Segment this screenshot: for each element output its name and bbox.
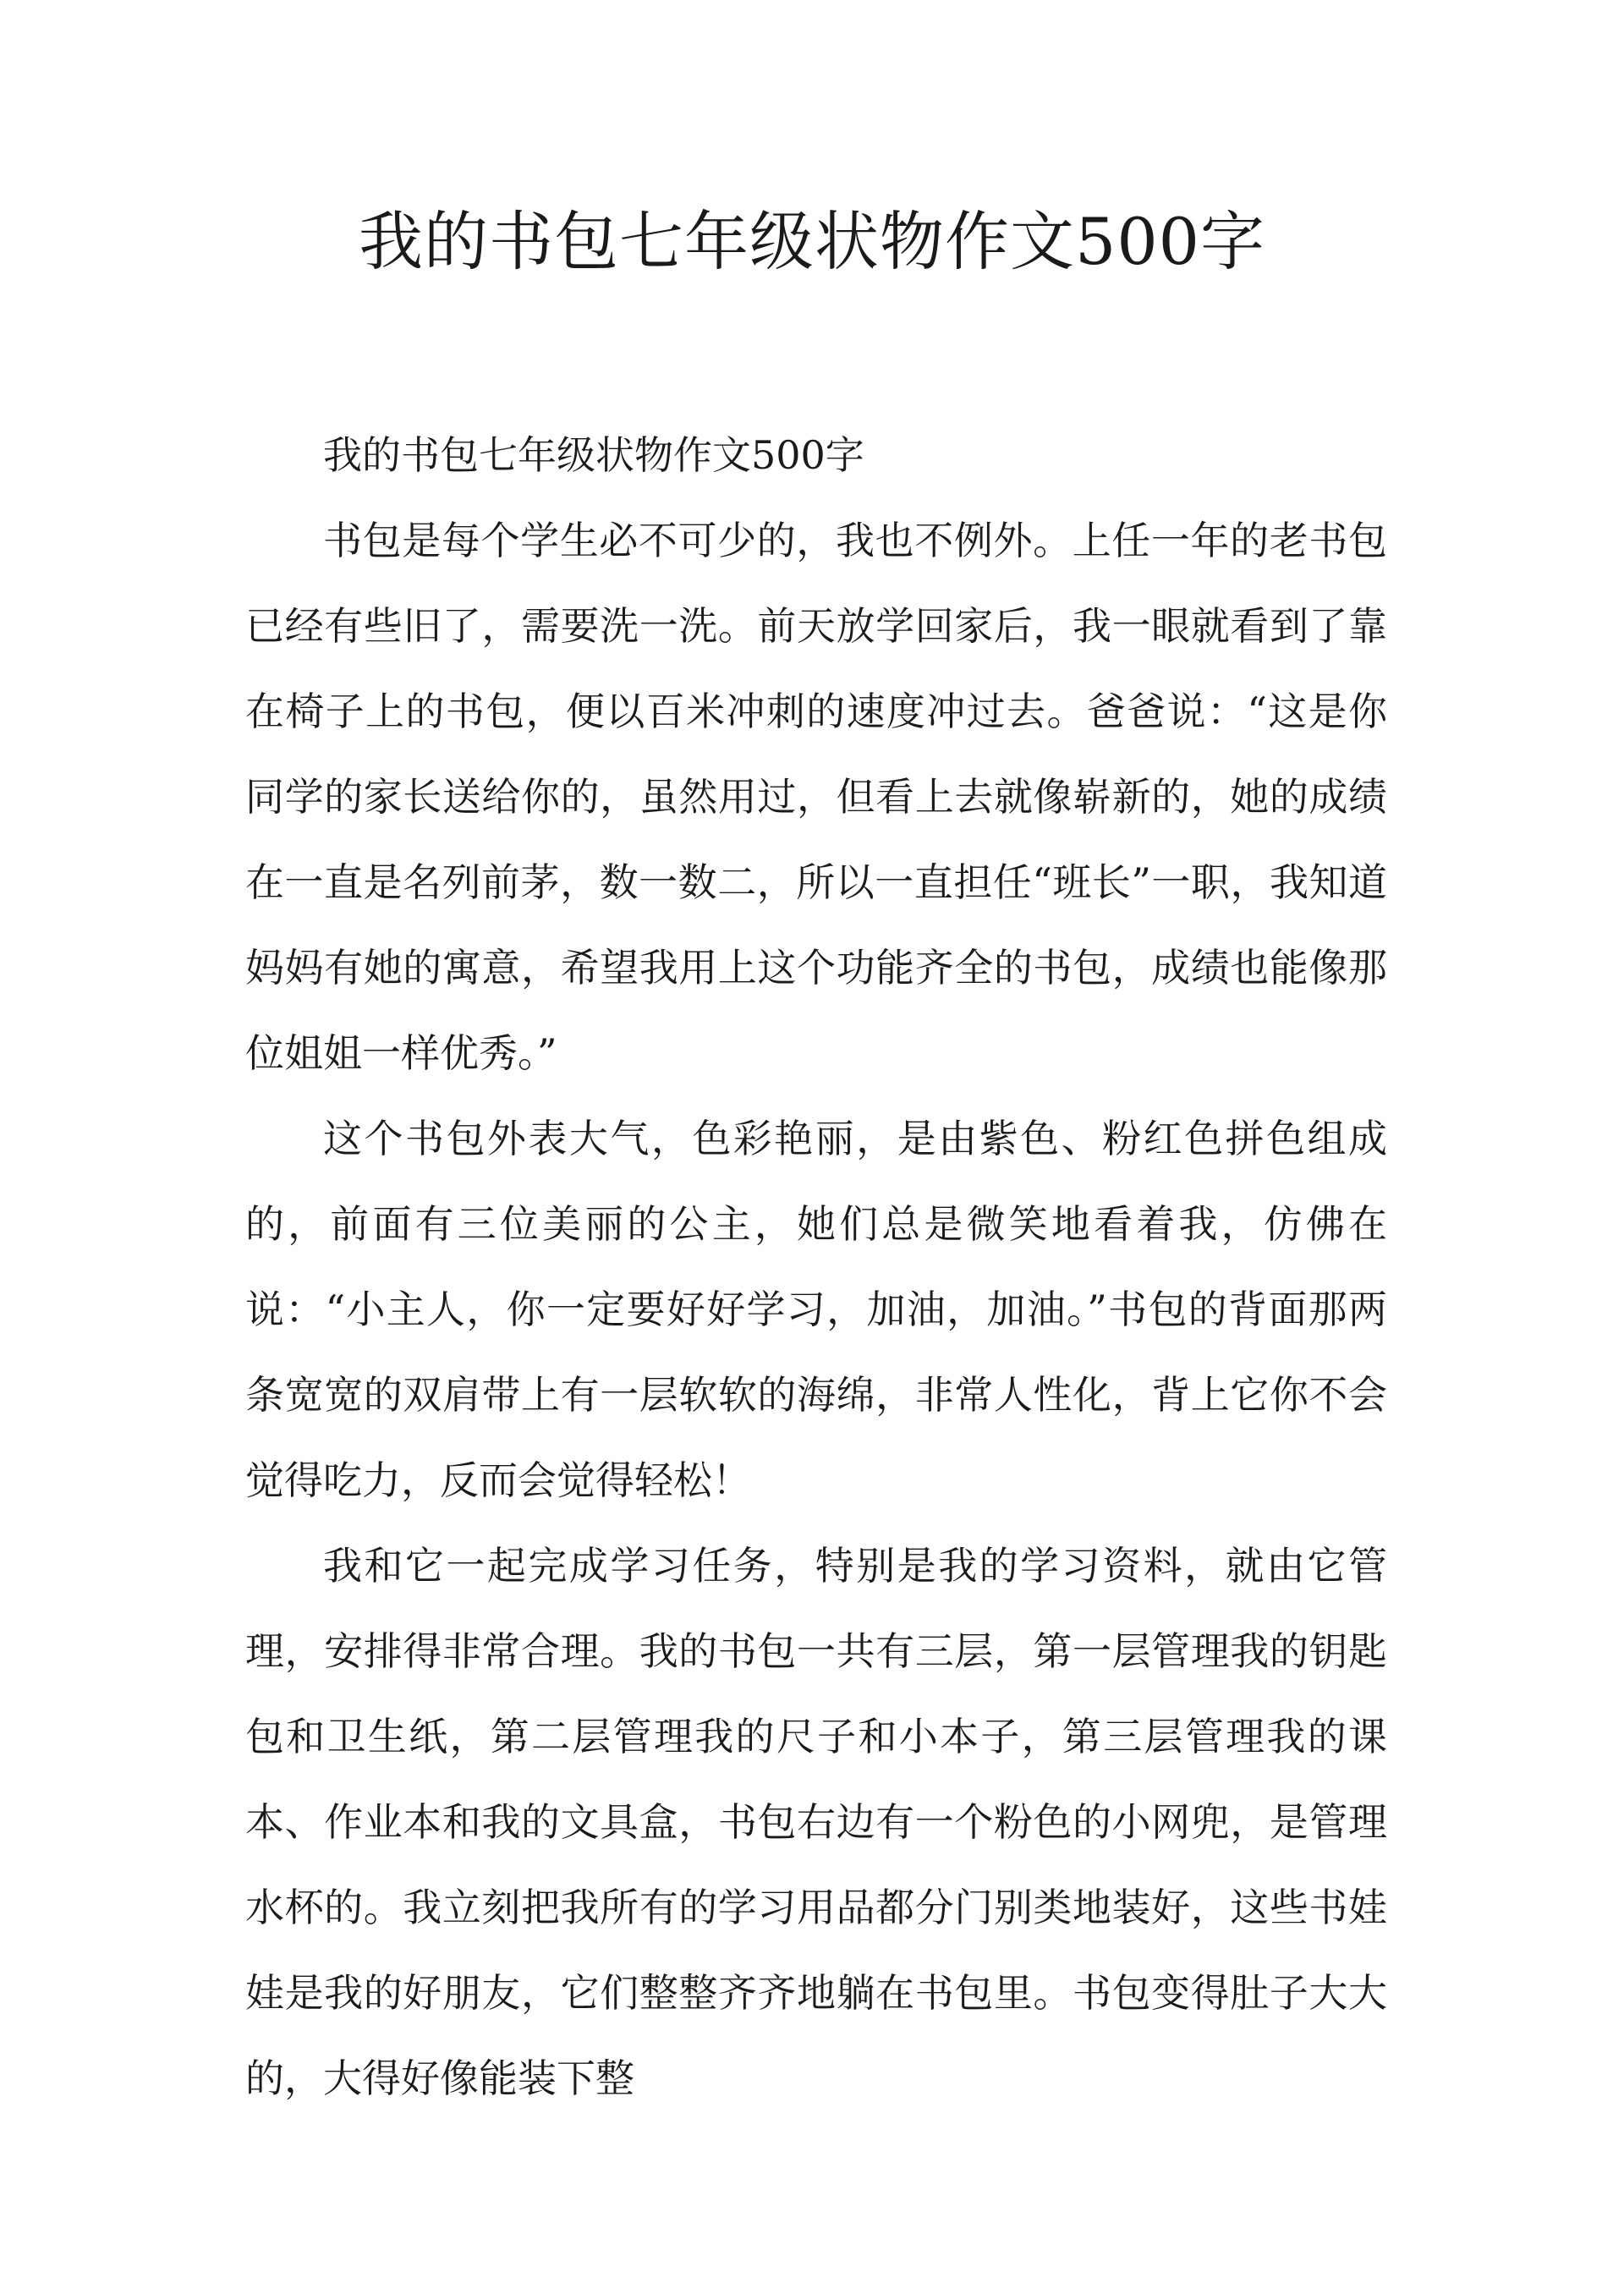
paragraph-2: 这个书包外表大气，色彩艳丽，是由紫色、粉红色拼色组成的，前面有三位美丽的公主，她们总是微笑地看着我，仿佛在说：“小主人，你一定要好好学习，加油，加油。”书包的背面那两条宽宽的双肩带上有一层软软的海绵，非常人性化，背上它你不会觉得吃力，反而会觉得轻松！ bbox=[245, 1116, 1387, 1503]
document-body bbox=[245, 413, 1387, 2121]
document-subtitle: 我的书包七年级状物作文500字 bbox=[323, 432, 864, 478]
paragraph-3: 我和它一起完成学习任务，特别是我的学习资料，就由它管理，安排得非常合理。我的书包一共有三层，第一层管理我的钥匙包和卫生纸，第二层管理我的尺子和小本子，第三层管理我的课本、作业本和我的文具盒，书包右边有一个粉色的小网兜，是管理水杯的。我立刻把我所有的学习用品都分门别类地装好，这些书娃娃是我的好朋友，它们整整齐齐地躺在书包里。书包变得肚子大大的，大得好像能装下整 bbox=[245, 1543, 1387, 2101]
paragraph-1: 书包是每个学生必不可少的，我也不例外。上任一年的老书包已经有些旧了，需要洗一洗。前天放学回家后，我一眼就看到了靠在椅子上的书包，便以百米冲刺的速度冲过去。爸爸说：“这是你同学的家长送给你的，虽然用过，但看上去就像崭新的，她的成绩在一直是名列前茅，数一数二，所以一直担任“班长”一职，我知道妈妈有她的寓意，希望我用上这个功能齐全的书包，成绩也能像那位姐姐一样优秀。” bbox=[245, 518, 1387, 1076]
document-title: 我的书包七年级状物作文500字 bbox=[358, 204, 1266, 279]
